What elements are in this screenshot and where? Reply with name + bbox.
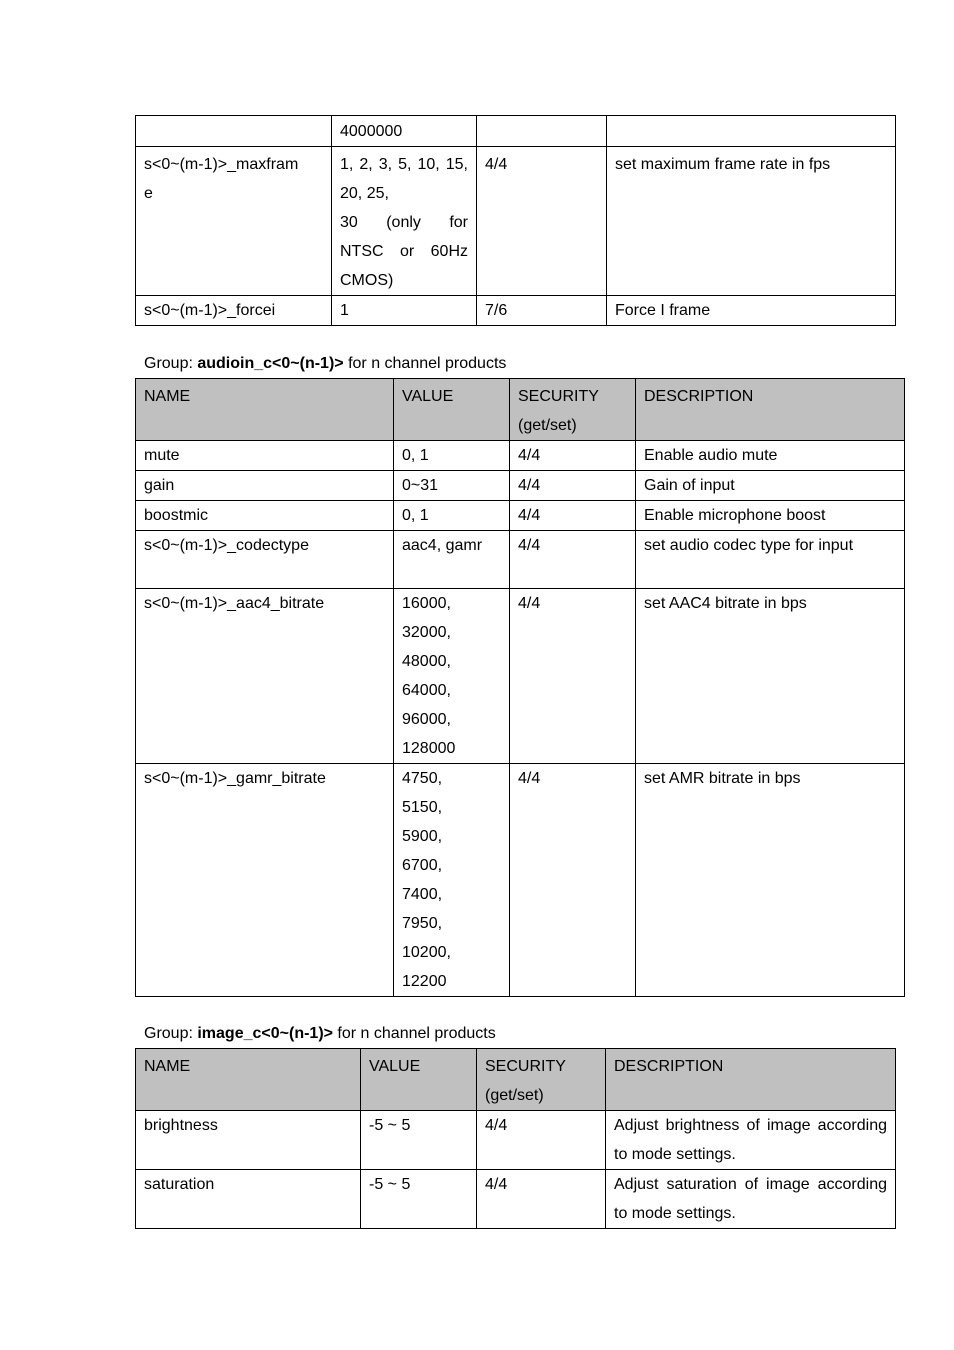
caption-group-name: audioin_c<0~(n-1)> xyxy=(197,355,344,372)
cell-security: 4/4 xyxy=(510,441,636,471)
table-row xyxy=(136,589,905,764)
image-params-table xyxy=(135,1048,896,1229)
caption-prefix: Group: xyxy=(144,355,198,372)
audio-params-block xyxy=(135,378,905,997)
cell-description: set audio codec type for input xyxy=(636,531,905,589)
cell-security: 4/4 xyxy=(477,1170,606,1229)
cell-description: set maximum frame rate in fps xyxy=(607,147,896,296)
header-description: DESCRIPTION xyxy=(606,1049,896,1111)
image-group-caption xyxy=(144,1023,496,1045)
table-row xyxy=(136,471,905,501)
header-security: SECURITY (get/set) xyxy=(477,1049,606,1111)
header-value: VALUE xyxy=(361,1049,477,1111)
cell-description: Enable microphone boost xyxy=(636,501,905,531)
header-value: VALUE xyxy=(394,379,510,441)
cell-description: set AAC4 bitrate in bps xyxy=(636,589,905,764)
cell-description: Adjust saturation of image according to mode settings. xyxy=(606,1170,896,1229)
table-header-row xyxy=(136,379,905,441)
caption-prefix: Group: xyxy=(144,1025,198,1042)
cell-description: Enable audio mute xyxy=(636,441,905,471)
cell-name: saturation xyxy=(136,1170,361,1229)
cell-security: 4/4 xyxy=(477,1111,606,1170)
cell-value: 4000000 xyxy=(332,116,477,147)
header-security: SECURITY (get/set) xyxy=(510,379,636,441)
cell-security: 4/4 xyxy=(477,147,607,296)
cell-name: s<0~(m-1)>_gamr_bitrate xyxy=(136,764,394,997)
cell-value: 4750, 5150, 5900, 6700, 7400, 7950, 10200, 12200 xyxy=(394,764,510,997)
cell-name: boostmic xyxy=(136,501,394,531)
cell-security: 4/4 xyxy=(510,471,636,501)
table-row xyxy=(136,531,905,589)
caption-group-name: image_c<0~(n-1)> xyxy=(197,1025,333,1042)
cell-security xyxy=(477,116,607,147)
header-name: NAME xyxy=(136,379,394,441)
cell-description: Gain of input xyxy=(636,471,905,501)
table-row xyxy=(136,296,896,326)
image-params-block xyxy=(135,1048,896,1229)
caption-suffix: for n channel products xyxy=(332,1025,496,1042)
cell-name: s<0~(m-1)>_forcei xyxy=(136,296,332,326)
cell-value: 0, 1 xyxy=(394,501,510,531)
cell-value: -5 ~ 5 xyxy=(361,1111,477,1170)
table-row xyxy=(136,441,905,471)
cell-name: s<0~(m-1)>_aac4_bitrate xyxy=(136,589,394,764)
cell-name: mute xyxy=(136,441,394,471)
cell-value: aac4, gamr xyxy=(394,531,510,589)
cell-description: Adjust brightness of image according to mode settings. xyxy=(606,1111,896,1170)
cell-value: 16000, 32000, 48000, 64000, 96000, 128000 xyxy=(394,589,510,764)
cell-security: 4/4 xyxy=(510,501,636,531)
cell-security: 7/6 xyxy=(477,296,607,326)
cell-value: -5 ~ 5 xyxy=(361,1170,477,1229)
audio-params-table xyxy=(135,378,905,997)
table-row xyxy=(136,1111,896,1170)
cell-value: 1 xyxy=(332,296,477,326)
video-params-table-continued xyxy=(135,115,896,326)
caption-suffix: for n channel products xyxy=(343,355,507,372)
table-row xyxy=(136,116,896,147)
table-row xyxy=(136,764,905,997)
cell-name: s<0~(m-1)>_codectype xyxy=(136,531,394,589)
cell-security: 4/4 xyxy=(510,764,636,997)
header-name: NAME xyxy=(136,1049,361,1111)
cell-value: 1, 2, 3, 5, 10, 15, 20, 25, 30 (only for NTSC or 60Hz CMOS) xyxy=(332,147,477,296)
cell-name: s<0~(m-1)>_maxfram e xyxy=(136,147,332,296)
audio-group-caption xyxy=(144,353,506,375)
cell-value: 0~31 xyxy=(394,471,510,501)
cell-security: 4/4 xyxy=(510,589,636,764)
table-row xyxy=(136,501,905,531)
table-row xyxy=(136,147,896,296)
cell-description: set AMR bitrate in bps xyxy=(636,764,905,997)
video-params-table xyxy=(135,115,896,326)
cell-value: 0, 1 xyxy=(394,441,510,471)
cell-name xyxy=(136,116,332,147)
cell-name: gain xyxy=(136,471,394,501)
cell-name: brightness xyxy=(136,1111,361,1170)
header-description: DESCRIPTION xyxy=(636,379,905,441)
cell-security: 4/4 xyxy=(510,531,636,589)
table-header-row xyxy=(136,1049,896,1111)
table-row xyxy=(136,1170,896,1229)
cell-description xyxy=(607,116,896,147)
cell-description: Force I frame xyxy=(607,296,896,326)
